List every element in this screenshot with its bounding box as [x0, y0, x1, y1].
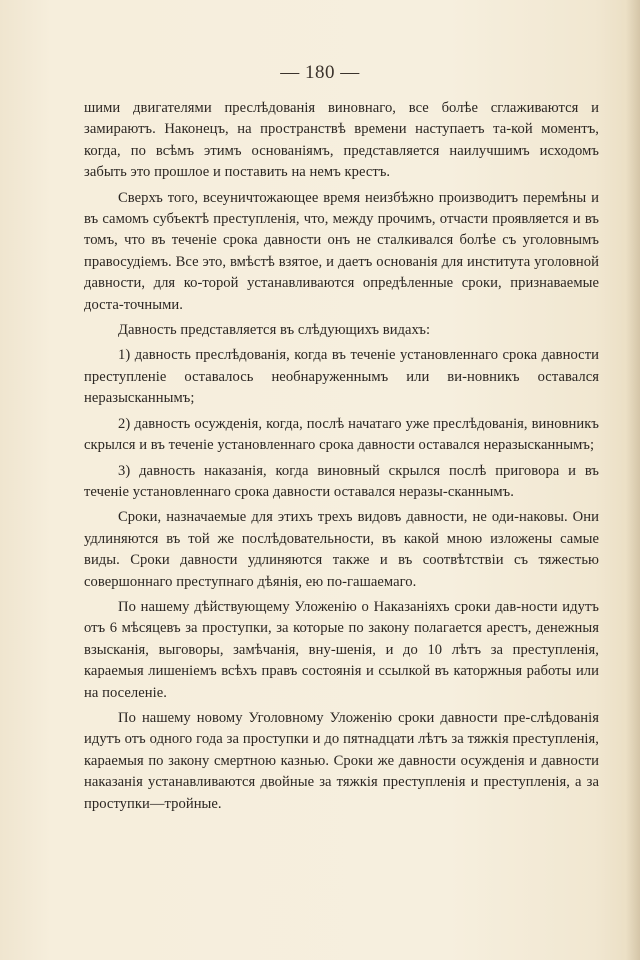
list-item-1: 1) давность преслѣдованія, когда въ теченіе установленнаго срока давности преступленіе оставалось необнаруженнымъ или ви-новникъ оставался неразысканнымъ;: [84, 347, 599, 407]
paragraph: Сроки, назначаемые для этихъ трехъ видовъ давности, не оди-наковы. Они удлиняются въ той же послѣдовательности, въ какой мною изложены самые виды. Сроки давности удлиняются также и въ соотвѣтствіи съ тяжестью совершоннаго преступнаго дѣянія, ею по-гашаемаго.: [84, 509, 599, 590]
list-item-3: 3) давность наказанія, когда виновный скрылся послѣ приговора и въ теченіе установленнаго срока давности оставался неразы-сканнымъ.: [84, 462, 599, 500]
list-item-2: 2) давность осужденія, когда, послѣ начатаго уже преслѣдованія, виновникъ скрылся и въ теченіе установленнаго срока давности оставался неразысканнымъ;: [84, 415, 599, 454]
paragraph: По нашему новому Уголовному Уложенію сроки давности пре-слѣдованія идутъ отъ одного года за проступки и до пятнадцати лѣтъ за тяжкія преступленія, караемыя по закону смертною казнью. Сроки же давности осужденія и давности наказанія устанавливаются двойные за тяжкія преступленія и преступленія, а за проступки—тройные.: [84, 709, 599, 812]
paragraph-continuation: шими двигателями преслѣдованія виновнаго, все болѣе сглаживаются и замираютъ. Наконецъ, на пространствѣ времени наступаетъ та-кой моментъ, когда, по всѣмъ этимъ основаніямъ, представляется наилучшимъ исходомъ забыть это прошлое и поставить на немъ крестъ.: [84, 100, 599, 181]
page-edge-shadow: [626, 0, 640, 960]
paragraph: По нашему дѣйствующему Уложенію о Наказаніяхъ сроки дав-ности идутъ отъ 6 мѣсяцевъ за проступки, за которые по закону полагается арестъ, денежныя взысканія, выговоры, замѣчанія, вну-шенія, и до 10 лѣтъ за преступленія, караемыя лишеніемъ всѣхъ правъ состоянія и ссылкой въ каторжныя работы или на поселеніе.: [84, 598, 599, 701]
page-number: — 180 —: [280, 62, 360, 83]
paragraph-intro: Давность представляется въ слѣдующихъ видахъ:: [118, 322, 431, 339]
body-text: [84, 98, 599, 819]
paragraph: Сверхъ того, всеуничтожающее время неизбѣжно производитъ перемѣны и въ самомъ субъектѣ преступленія, что, между прочимъ, отчасти проявляется и въ томъ, что въ теченіе срока давности онъ не сталкивался болѣе съ уголовнымъ правосудіемъ. Все это, вмѣстѣ взятое, и даетъ основанія для института уголовной давности, для ко-торой устанавливаются опредѣленные сроки, признаваемые доста-точными.: [84, 189, 599, 313]
